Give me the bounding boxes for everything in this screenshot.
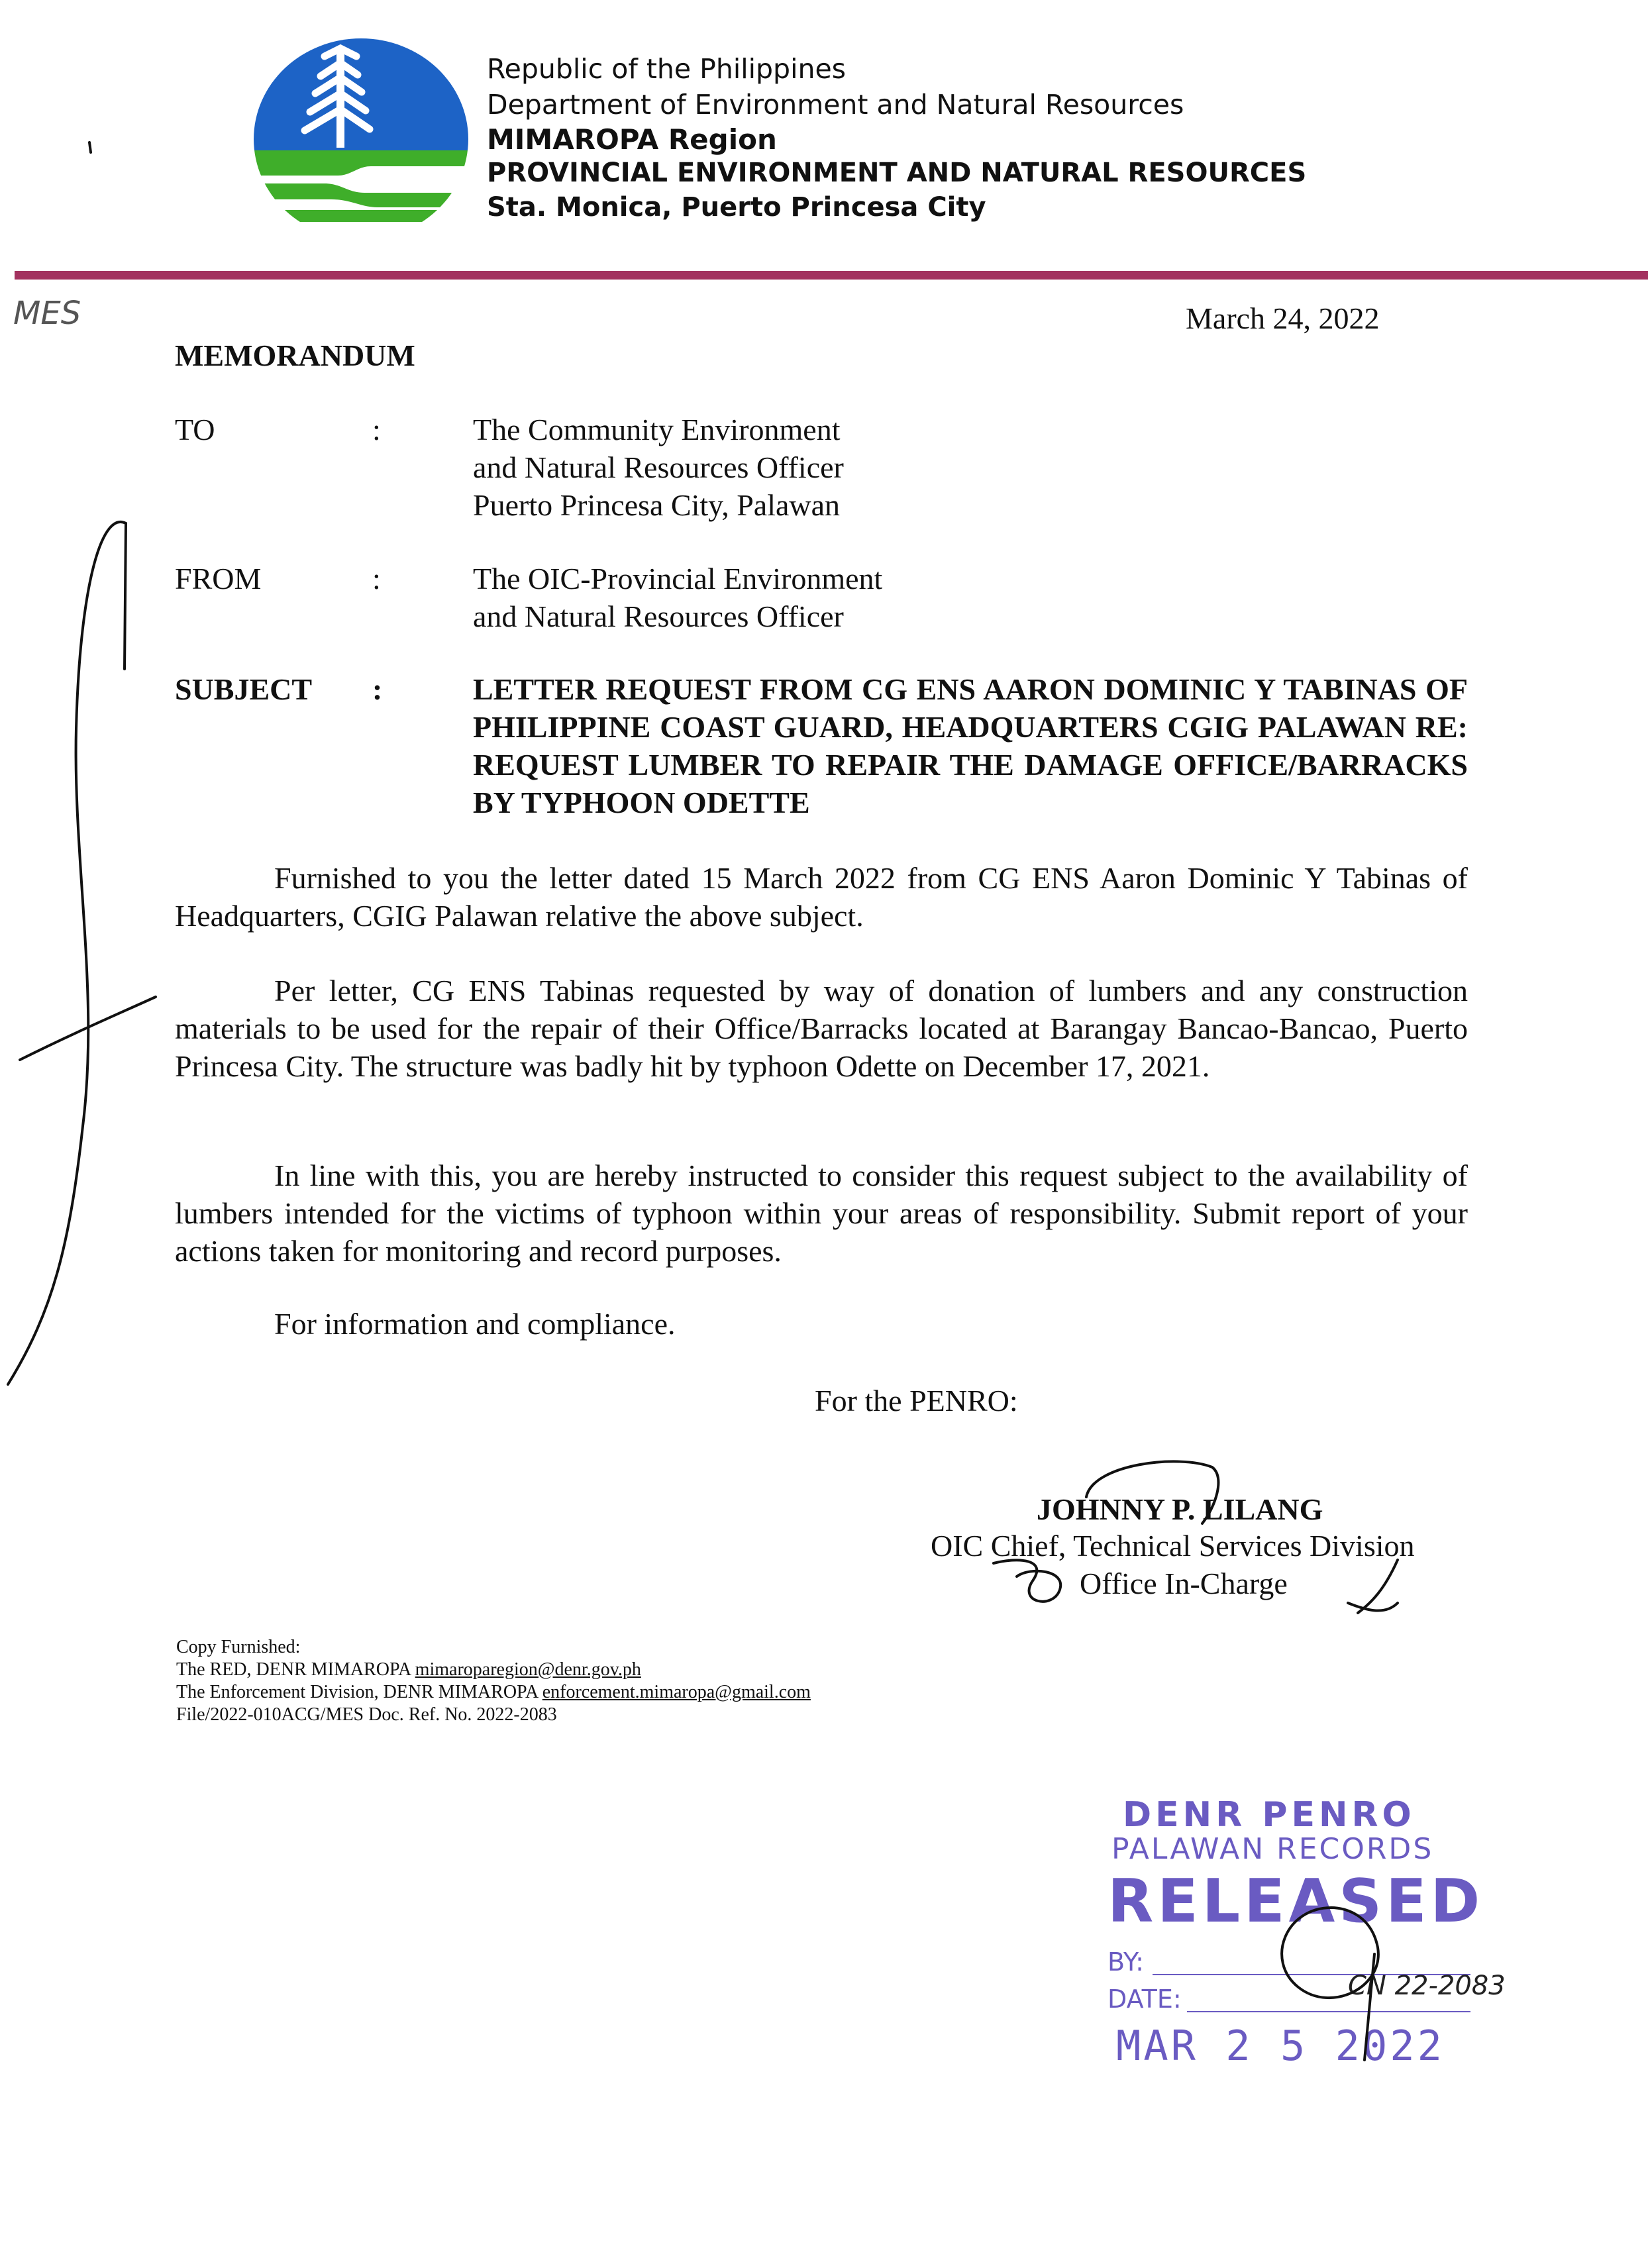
stamp-by-label: BY: bbox=[1107, 1947, 1144, 1977]
subject-value: LETTER REQUEST FROM CG ENS AARON DOMINIC Y TABINAS OF PHILIPPINE COAST GUARD, HEADQUARTERS CGIG PALAWAN RE: REQUEST LUMBER TO REPAIR THE DAMAGE OFFICE/BARRACKS BY TYPHOON ODETTE bbox=[473, 672, 1468, 819]
copy-furnished-item bbox=[176, 1681, 811, 1704]
copy-furnished-item bbox=[176, 1659, 641, 1681]
cf-recipient: The Enforcement Division, DENR MIMAROPA bbox=[176, 1682, 542, 1702]
closing-line: For information and compliance. bbox=[274, 1307, 676, 1341]
letterhead-region: MIMAROPA Region bbox=[487, 123, 777, 156]
file-reference: File/2022-010ACG/MES Doc. Ref. No. 2022-2083 bbox=[176, 1704, 557, 1725]
letterhead-department: Department of Environment and Natural Resources bbox=[487, 89, 1184, 121]
stamp-records: PALAWAN RECORDS bbox=[1111, 1832, 1434, 1866]
stamp-date-label: DATE: bbox=[1107, 1984, 1182, 2014]
ink-dot bbox=[89, 142, 91, 152]
stamp-status: RELEASED bbox=[1107, 1867, 1484, 1936]
subject-label: SUBJECT bbox=[175, 672, 313, 706]
handwritten-initials: MES bbox=[13, 295, 81, 332]
to-colon: : bbox=[372, 413, 381, 446]
body-paragraph: In line with this, you are hereby instructed to consider this request subject to the availability of lumbers intended for the victims of typhoon within your areas of responsibility. Submit report of your actions taken for monitoring and record purposes. bbox=[175, 1159, 1468, 1268]
copy-furnished-heading: Copy Furnished: bbox=[176, 1637, 301, 1657]
from-line: The OIC-Provincial Environment bbox=[473, 562, 883, 595]
cf-email-link[interactable]: enforcement.mimaropa@gmail.com bbox=[542, 1682, 811, 1702]
margin-bracket-mark bbox=[125, 523, 126, 669]
letterhead-republic: Republic of the Philippines bbox=[487, 53, 847, 85]
letterhead-office: PROVINCIAL ENVIRONMENT AND NATURAL RESOURCES bbox=[487, 158, 1307, 188]
margin-tick-mark bbox=[20, 997, 156, 1060]
to-value bbox=[473, 411, 844, 524]
subject-colon: : bbox=[372, 672, 383, 706]
from-colon: : bbox=[372, 562, 381, 595]
signatory-title: OIC Chief, Technical Services Division bbox=[931, 1529, 1415, 1563]
body-paragraph: Furnished to you the letter dated 15 March 2022 from CG ENS Aaron Dominic Y Tabinas of Headquarters, CGIG Palawan relative the above subject. bbox=[175, 861, 1468, 933]
to-line: Puerto Princesa City, Palawan bbox=[473, 488, 841, 522]
to-line: The Community Environment bbox=[473, 413, 841, 446]
from-label: FROM bbox=[175, 562, 262, 595]
cf-recipient: The RED, DENR MIMAROPA bbox=[176, 1659, 415, 1680]
denr-logo-icon bbox=[252, 36, 470, 242]
signatory-name: JOHNNY P. LILANG bbox=[1037, 1492, 1323, 1526]
letterhead-divider bbox=[15, 271, 1648, 280]
signature-check bbox=[1348, 1560, 1398, 1613]
memo-date: March 24, 2022 bbox=[1186, 301, 1380, 335]
signatory-role: Office In-Charge bbox=[1080, 1567, 1288, 1600]
from-line: and Natural Resources Officer bbox=[473, 599, 844, 633]
stamp-date-line bbox=[1187, 2011, 1470, 2012]
body-paragraph: Per letter, CG ENS Tabinas requested by way of donation of lumbers and any construction materials to be used for the repair of their Office/Barracks located at Barangay Bancao-Bancao, Puerto Princesa City. The structure was badly hit by typhoon Odette on December 17, 2021. bbox=[175, 974, 1468, 1083]
for-penro-line: For the PENRO: bbox=[815, 1384, 1018, 1418]
cf-email-link[interactable]: mimaroparegion@denr.gov.ph bbox=[415, 1659, 641, 1680]
from-value bbox=[473, 560, 882, 635]
to-label: TO bbox=[175, 413, 215, 446]
margin-bracket-mark bbox=[8, 522, 126, 1384]
letterhead-address: Sta. Monica, Puerto Princesa City bbox=[487, 192, 986, 223]
handwritten-ref-note: CN 22-2083 bbox=[1348, 1971, 1506, 2001]
signature-flourish bbox=[994, 1560, 1060, 1601]
stamp-office: DENR PENRO bbox=[1123, 1795, 1416, 1835]
memo-title: MEMORANDUM bbox=[175, 338, 415, 372]
to-line: and Natural Resources Officer bbox=[473, 450, 844, 484]
stamp-date-value: MAR 2 5 2022 bbox=[1116, 2022, 1445, 2070]
